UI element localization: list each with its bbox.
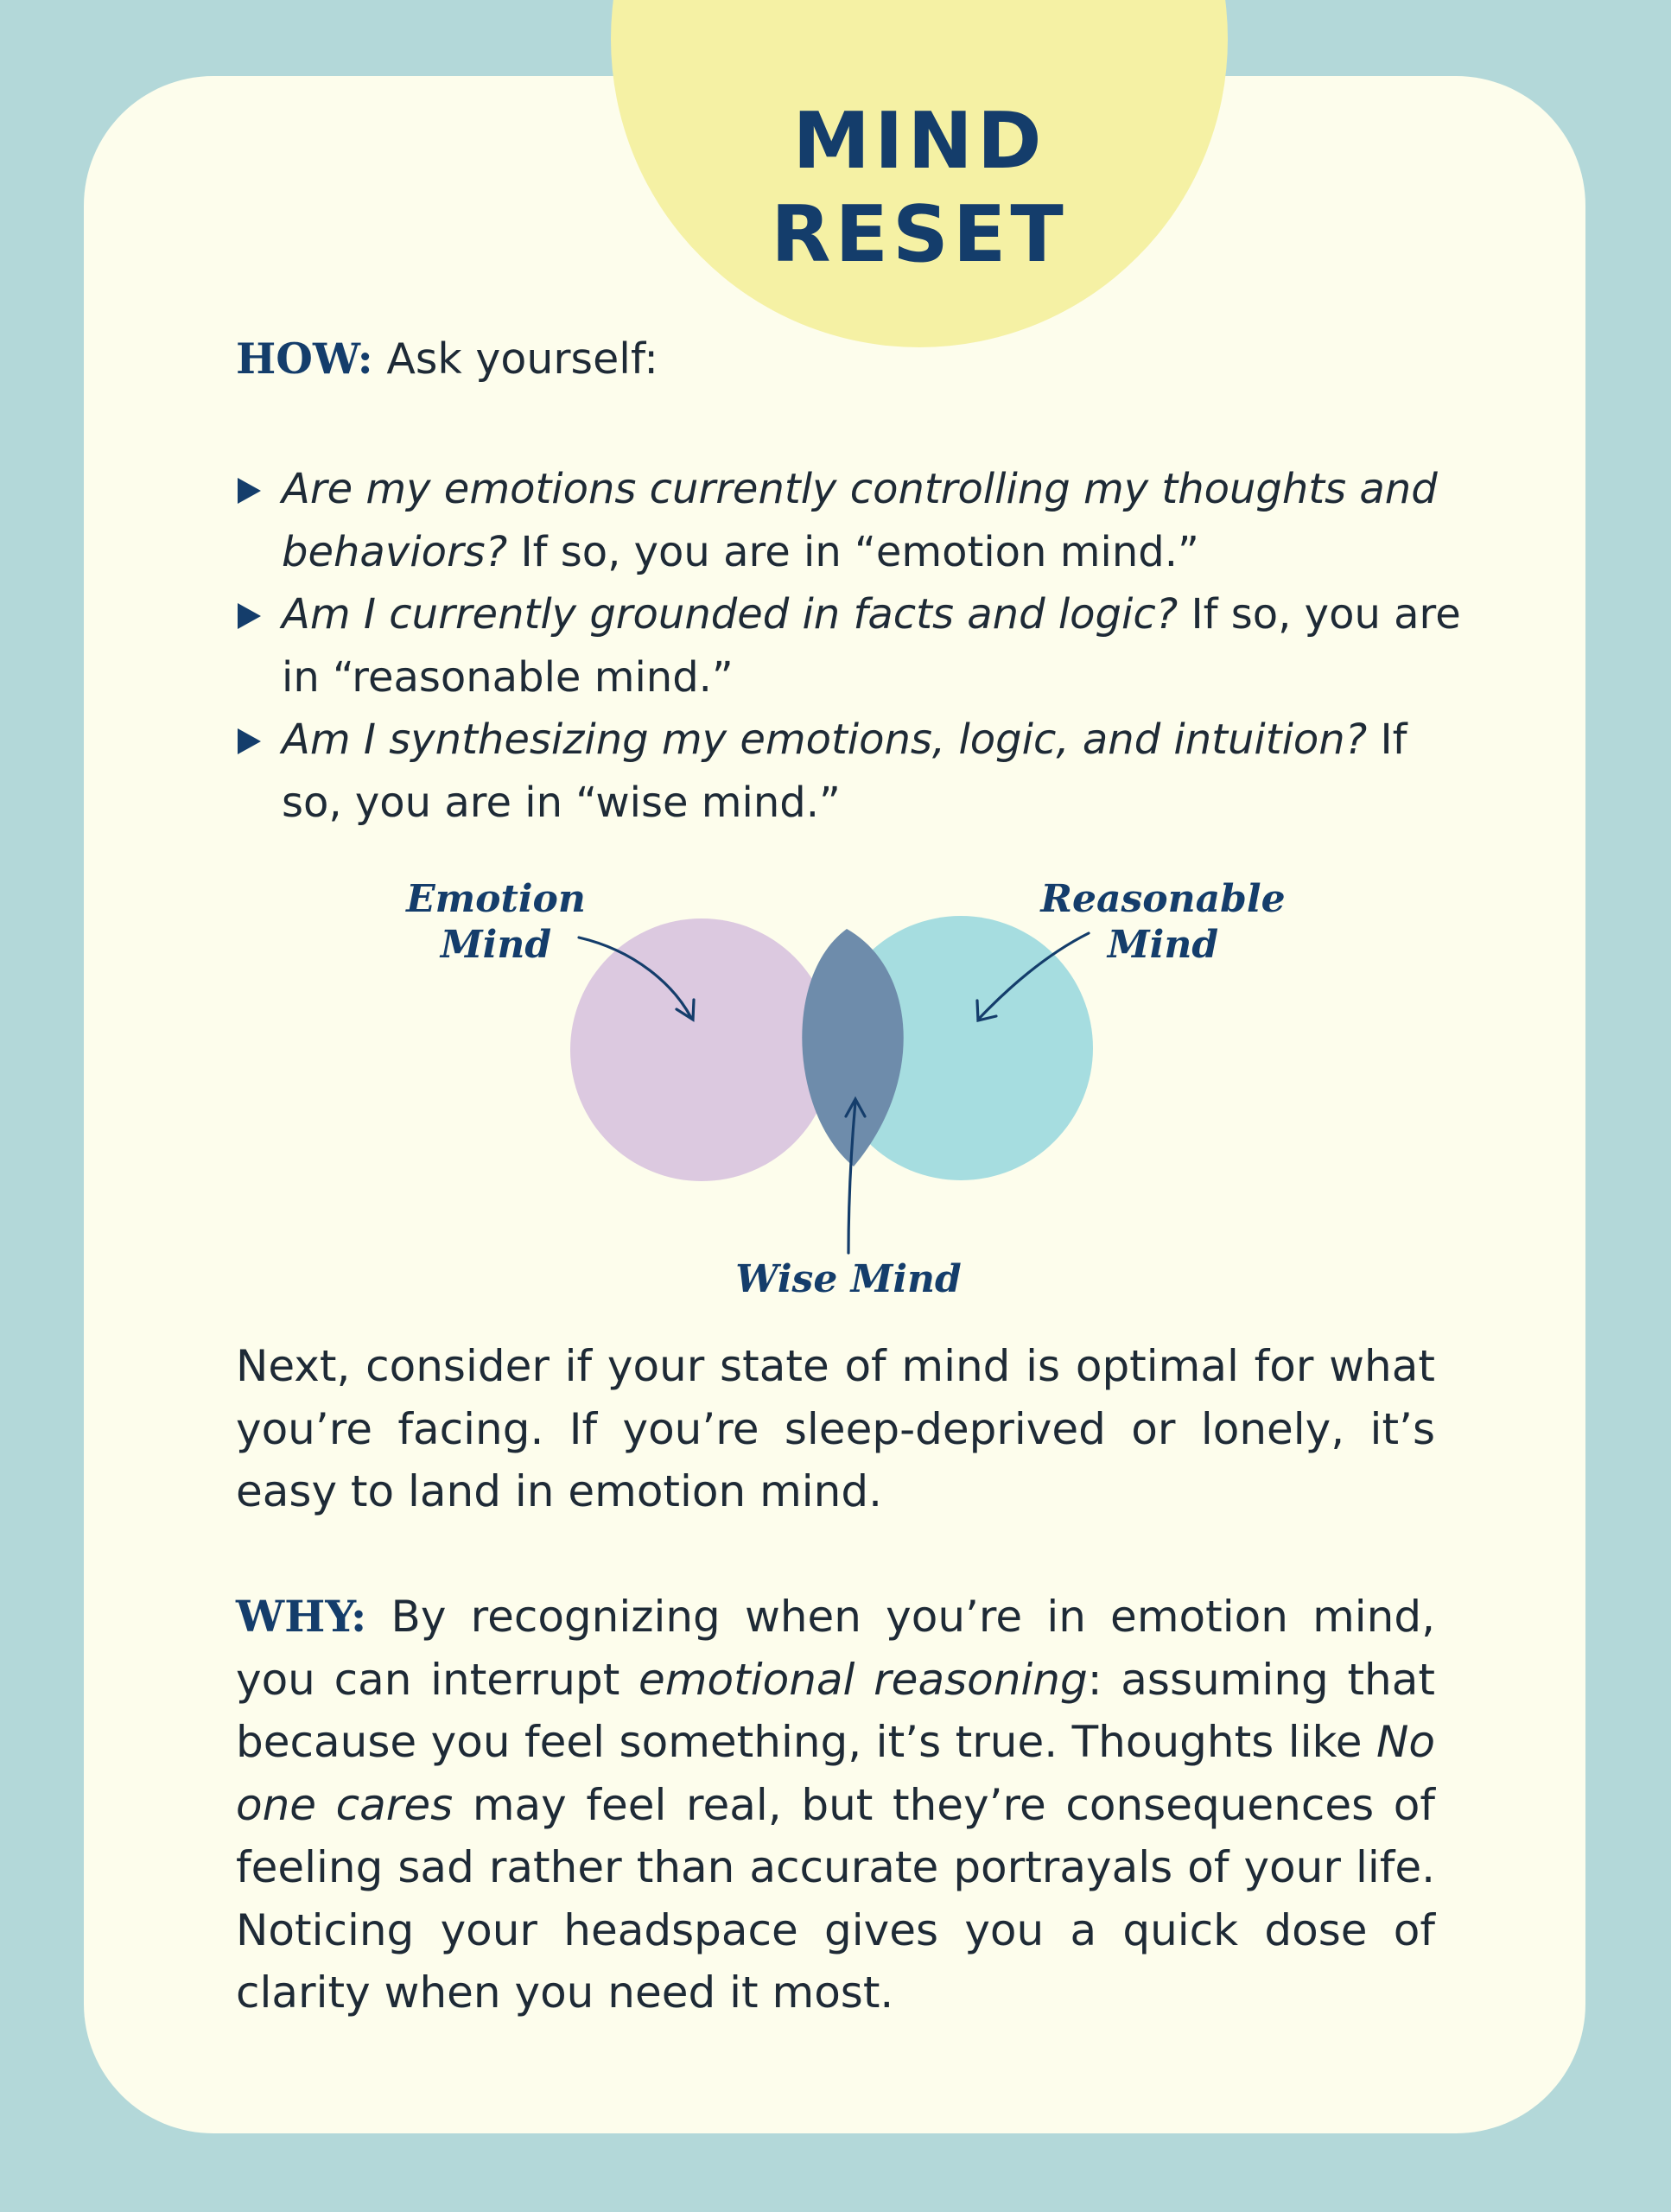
bullet-answer: If so, you are in “emotion mind.” xyxy=(520,527,1199,576)
why-italic-1: emotional reasoning xyxy=(639,1654,1088,1705)
title-line-1: MIND xyxy=(792,96,1046,187)
why-italic-2: No one cares xyxy=(236,1717,1435,1830)
why-label: WHY: xyxy=(236,1591,367,1642)
bullet-answer: If so, you are in “wise mind.” xyxy=(282,715,1407,827)
reasonable-mind-label-line-2: Mind xyxy=(1107,923,1219,967)
bullet-question: Am I synthesizing my emotions, logic, and intuition? xyxy=(282,715,1368,764)
why-text-3: may feel real, but they’re consequences of feeling sad rather than accurate portrayals of your life. Noticing your headspace gives you a quick dose of clarity when you need it most. xyxy=(236,1779,1435,2018)
emotion-mind-circle xyxy=(570,918,833,1181)
emotion-mind-label-line-2: Mind xyxy=(440,923,552,967)
how-text: Ask yourself: xyxy=(386,334,658,384)
bullet-question: Am I currently grounded in facts and logic? xyxy=(282,590,1179,639)
bullet-question: Are my emotions currently controlling my thoughts and behaviors? xyxy=(282,465,1438,576)
why-text-2: : assuming that because you feel something, it’s true. Thoughts like xyxy=(236,1654,1435,1767)
why-text-1: By recognizing when you’re in emotion mind, you can interrupt xyxy=(236,1592,1435,1705)
reasonable-mind-label-line-1: Reasonable xyxy=(1040,877,1286,921)
wise-mind-label: Wise Mind xyxy=(735,1257,962,1301)
next-paragraph: Next, consider if your state of mind is optimal for what you’re facing. If you’re sleep-deprived or lonely, it’s easy to land in emotion mind. xyxy=(236,1341,1435,1516)
emotion-mind-label-line-1: Emotion xyxy=(406,877,586,921)
bullet-answer: If so, you are in “reasonable mind.” xyxy=(282,590,1461,702)
title-line-2: RESET xyxy=(771,189,1068,280)
why-paragraph xyxy=(236,1586,1435,2024)
how-label: HOW: xyxy=(236,334,373,384)
